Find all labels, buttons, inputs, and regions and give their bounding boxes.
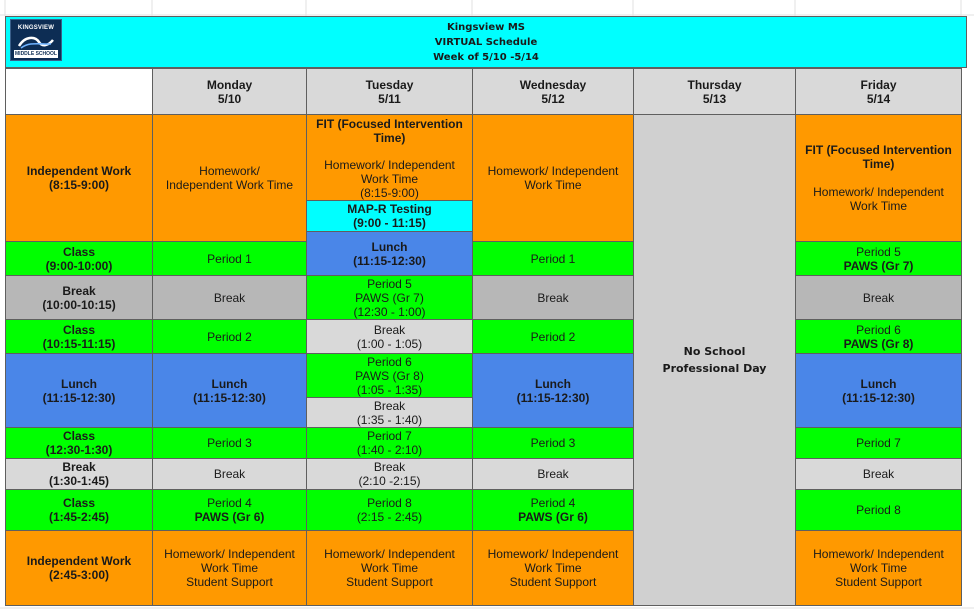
time-slot-class <box>5 241 153 276</box>
tuesday-break <box>306 319 473 354</box>
cell-text: Lunch <box>211 376 248 391</box>
tuesday-end-independent <box>306 530 473 606</box>
cell-time: (2:10 -2:15) <box>358 474 421 488</box>
day-date: 5/14 <box>866 91 891 106</box>
cell-subtext: PAWS (Gr 8) <box>355 368 424 383</box>
cell-text: Lunch <box>371 239 408 254</box>
logo-text-top: KINGSVIEW <box>17 25 55 31</box>
wednesday-period-3 <box>472 427 634 459</box>
friday-period-5 <box>795 241 962 276</box>
time-slot-lunch <box>5 353 153 428</box>
wednesday-period-1 <box>472 241 634 276</box>
monday-break <box>152 458 307 490</box>
cell-subtext: PAWS (Gr 7) <box>355 290 424 305</box>
cell-time: (1:35 - 1:40) <box>356 412 423 427</box>
cell-text: Period 6 <box>367 354 412 369</box>
slot-label: Class <box>62 429 96 443</box>
day-header-tuesday <box>306 68 473 115</box>
slot-time: (10:00-10:15) <box>42 297 116 312</box>
cell-time: (11:15-12:30) <box>353 253 426 268</box>
week-label: Week of 5/10 -5/14 <box>433 52 539 63</box>
slot-time: (11:15-12:30) <box>42 390 116 405</box>
cell-time: (11:15-12:30) <box>516 390 590 405</box>
cell-text: Period 2 <box>207 329 252 344</box>
day-header-monday <box>152 68 307 115</box>
cell-time: (1:00 - 1:05) <box>356 336 423 351</box>
cell-text: Professional Day <box>662 362 767 375</box>
slot-label: Break <box>62 460 96 474</box>
cell-text: Period 5 <box>367 276 412 291</box>
day-date: 5/13 <box>702 91 727 106</box>
cell-text: Period 3 <box>530 436 576 450</box>
wednesday-period-4 <box>472 489 634 531</box>
wednesday-lunch <box>472 353 634 428</box>
cell-time: (9:00 - 11:15) <box>353 216 426 230</box>
day-date: 5/11 <box>378 91 401 106</box>
monday-independent-work <box>152 114 307 242</box>
cell-text: Work Time <box>524 561 582 575</box>
cell-text: Break <box>862 290 895 305</box>
wednesday-break <box>472 458 634 490</box>
cell-text: Period 4 <box>530 496 576 510</box>
tuesday-fit <box>306 114 473 201</box>
title-text <box>6 20 966 65</box>
slot-label: Break <box>62 283 96 298</box>
cell-text: Period 8 <box>856 503 901 517</box>
cell-text: Student Support <box>835 575 922 589</box>
logo-text-bottom: MIDDLE SCHOOL <box>15 51 57 57</box>
cell-text: Student Support <box>346 575 433 589</box>
slot-time: (1:45-2:45) <box>48 510 110 524</box>
tuesday-map-testing <box>306 200 473 232</box>
cell-text: Homework/ Independent <box>813 185 944 199</box>
schedule-title-banner <box>5 16 967 68</box>
cell-text: Period 8 <box>367 496 412 510</box>
cell-text: Break <box>537 467 569 481</box>
day-name: Monday <box>206 77 253 92</box>
friday-fit <box>795 114 962 242</box>
day-header-wednesday <box>472 68 634 115</box>
slot-label: Independent Work <box>26 554 132 568</box>
thursday-no-school <box>633 114 796 606</box>
cell-text: Period 6 <box>856 322 901 337</box>
slot-time: (1:30-1:45) <box>48 474 110 488</box>
monday-end-independent <box>152 530 307 606</box>
cell-text: Homework/ Independent <box>813 547 944 561</box>
cell-text: No School <box>683 345 746 358</box>
tuesday-lunch <box>306 231 473 276</box>
cell-text: Homework/ Independent <box>487 547 619 561</box>
friday-period-8 <box>795 489 962 531</box>
friday-break <box>795 458 962 490</box>
cell-title: Time) <box>373 131 406 145</box>
cell-text: Break <box>213 290 246 305</box>
cell-text: Work Time <box>849 561 908 575</box>
time-slot-class <box>5 489 153 531</box>
cell-time: (11:15-12:30) <box>842 390 915 405</box>
cell-subtext: PAWS (Gr 6) <box>518 510 588 524</box>
cell-title: FIT (Focused Intervention <box>805 143 952 157</box>
cell-text: Work Time <box>360 172 419 186</box>
cell-title: FIT (Focused Intervention <box>316 117 463 131</box>
cell-text: Period 7 <box>856 436 901 450</box>
cell-text: Work Time <box>849 199 908 213</box>
slot-time: (12:30-1:30) <box>45 443 113 457</box>
monday-period-2 <box>152 319 307 354</box>
cell-text: Homework/ Independent Work Time <box>165 164 294 192</box>
cell-text: Break <box>373 398 406 413</box>
slot-time: (9:00-10:00) <box>45 258 113 273</box>
slot-label: Class <box>62 244 96 259</box>
monday-period-4 <box>152 489 307 531</box>
friday-period-6 <box>795 319 962 354</box>
day-name: Tuesday <box>365 77 414 92</box>
wednesday-independent-work <box>472 114 634 242</box>
cell-time: (2:15 - 2:45) <box>356 510 423 524</box>
cell-subtext: PAWS (Gr 7) <box>843 258 914 273</box>
time-slot-independent-work <box>5 530 153 606</box>
cell-text: Break <box>537 290 569 305</box>
tuesday-period-8 <box>306 489 473 531</box>
cell-text: Break <box>213 467 246 481</box>
friday-period-7 <box>795 427 962 459</box>
cell-text: Student Support <box>186 575 273 589</box>
cell-time: (8:15-9:00) <box>360 186 419 200</box>
monday-lunch <box>152 353 307 428</box>
cell-text: Lunch <box>860 376 897 391</box>
day-header-thursday <box>633 68 796 115</box>
slot-time: (2:45-3:00) <box>48 568 110 582</box>
cell-text: Break <box>862 467 895 481</box>
cell-time: (1:40 - 2:10) <box>356 443 423 457</box>
cell-text: Period 3 <box>207 436 252 450</box>
day-name: Friday <box>860 77 897 92</box>
slot-time: (10:15-11:15) <box>42 336 116 351</box>
slot-time: (8:15-9:00) <box>48 178 110 192</box>
day-name: Thursday <box>687 77 742 92</box>
day-date: 5/12 <box>541 91 565 106</box>
slot-label: Class <box>62 322 96 337</box>
day-date: 5/10 <box>217 91 242 106</box>
cell-subtext: PAWS (Gr 6) <box>194 510 265 524</box>
cell-time: (1:05 - 1:35) <box>356 382 423 397</box>
school-name: Kingsview MS <box>446 22 525 33</box>
cell-text: Period 7 <box>367 429 412 443</box>
time-slot-class <box>5 427 153 459</box>
cell-text: Homework/ Independent Work Time <box>487 164 619 192</box>
monday-period-1 <box>152 241 307 276</box>
day-name: Wednesday <box>519 77 587 92</box>
wednesday-end-independent <box>472 530 634 606</box>
time-slot-break <box>5 458 153 490</box>
schedule-subtitle: VIRTUAL Schedule <box>434 37 538 48</box>
cell-time: (12:30 - 1:00) <box>353 304 426 319</box>
tuesday-period-7 <box>306 427 473 459</box>
day-header-friday <box>795 68 962 115</box>
time-slot-class <box>5 319 153 354</box>
wednesday-period-2 <box>472 319 634 354</box>
tuesday-break <box>306 397 473 428</box>
cell-text: Work Time <box>200 561 259 575</box>
time-slot-independent-work <box>5 114 153 242</box>
tuesday-break <box>306 458 473 490</box>
cell-text: Period 5 <box>856 244 901 259</box>
cell-text: Break <box>373 460 406 474</box>
friday-break <box>795 275 962 320</box>
cell-title: Time) <box>862 157 895 171</box>
cell-time: (11:15-12:30) <box>193 390 266 405</box>
cell-text: Period 2 <box>530 329 576 344</box>
cell-text: Homework/ Independent <box>324 158 455 172</box>
wednesday-break <box>472 275 634 320</box>
cell-subtext: PAWS (Gr 8) <box>843 336 914 351</box>
tuesday-period-5 <box>306 275 473 320</box>
cell-text: Period 1 <box>530 251 576 266</box>
slot-label: Class <box>62 496 96 510</box>
cell-text: Period 1 <box>207 251 252 266</box>
school-logo <box>10 19 62 61</box>
cell-text: Student Support <box>509 575 597 589</box>
cell-text: Work Time <box>360 561 419 575</box>
cell-text: Lunch <box>535 376 571 391</box>
friday-lunch <box>795 353 962 428</box>
cell-text: Homework/ Independent <box>324 547 455 561</box>
cell-text: Homework/ Independent <box>164 547 295 561</box>
monday-break <box>152 275 307 320</box>
monday-period-3 <box>152 427 307 459</box>
logo-wave-icon <box>17 34 55 50</box>
tuesday-period-6 <box>306 353 473 398</box>
cell-text: MAP-R Testing <box>347 202 432 216</box>
friday-end-independent <box>795 530 962 606</box>
time-slot-break <box>5 275 153 320</box>
slot-label: Independent Work <box>26 164 132 178</box>
header-corner-cell <box>5 68 153 115</box>
cell-text: Period 4 <box>207 496 252 510</box>
cell-text: Break <box>373 322 406 337</box>
slot-label: Lunch <box>61 376 97 391</box>
